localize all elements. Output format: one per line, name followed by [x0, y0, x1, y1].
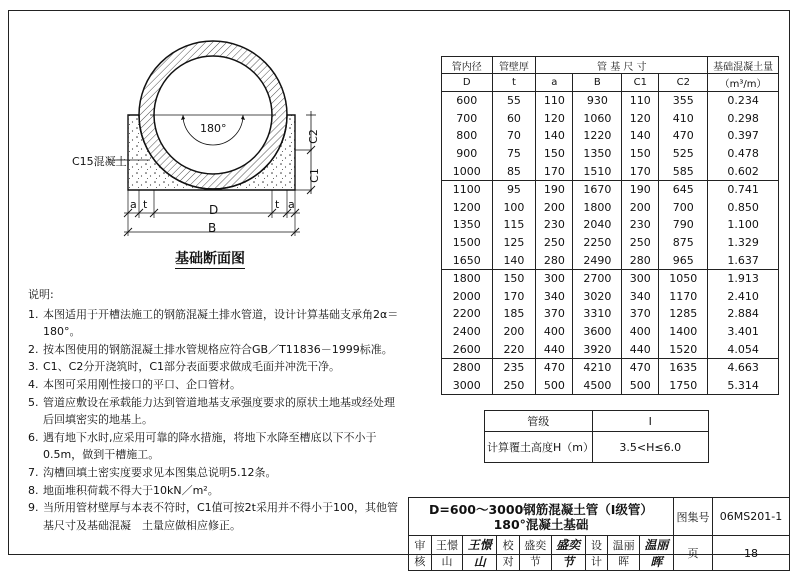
table-cell: 1400 [659, 323, 708, 341]
table-row [442, 305, 779, 323]
table-cell: 900 [442, 145, 493, 163]
table-cell: 75 [492, 145, 536, 163]
page-number: 18 [713, 536, 790, 571]
header-c1: C1 [622, 74, 659, 92]
table-cell: 230 [536, 216, 573, 234]
table-row [442, 340, 779, 358]
table-row [442, 323, 779, 341]
table-cell: 4.054 [708, 340, 779, 358]
note-item: 5. 管道应敷设在承载能力达到管道地基支承强度要求的原状土地基或经处理后回填密实的地基上。 [28, 395, 395, 427]
header-c2: C2 [659, 74, 708, 92]
pipe-foundation-spec-table [441, 56, 779, 395]
table-cell: 2.410 [708, 288, 779, 306]
table-cell: 0.850 [708, 199, 779, 217]
dim-b-label: B [208, 221, 217, 235]
table-cell: 2700 [573, 269, 622, 287]
table-cell: 0.741 [708, 180, 779, 198]
header-wall: 管壁厚 [492, 57, 536, 74]
atlas-number: 06MS201-1 [713, 498, 790, 536]
table-cell: 2250 [573, 234, 622, 252]
table-cell: 100 [492, 199, 536, 217]
reviewer-signature: 王憬山 [463, 536, 497, 571]
table-row [442, 269, 779, 287]
note-item: 7. 沟槽回填土密实度要求见本图集总说明5.12条。 [28, 465, 277, 479]
atlas-label: 图集号 [674, 498, 713, 536]
table-cell: 3.401 [708, 323, 779, 341]
table-cell: 4500 [573, 377, 622, 395]
title-block [408, 497, 790, 571]
table-cell: 400 [622, 323, 659, 341]
table-cell: 60 [492, 110, 536, 128]
notes-title: 说明: [28, 288, 54, 301]
table-cell: 1170 [659, 288, 708, 306]
table-cell: 3920 [573, 340, 622, 358]
cover-height-label: 计算覆土高度H（m） [485, 432, 593, 463]
cover-height-value: 3.5<H≤6.0 [592, 432, 708, 463]
page-label: 页 [674, 536, 713, 571]
table-cell: 0.478 [708, 145, 779, 163]
table-cell: 0.397 [708, 127, 779, 145]
table-row [442, 162, 779, 180]
table-row [442, 199, 779, 217]
table-cell: 1.100 [708, 216, 779, 234]
header-unit: （m³/m） [708, 74, 779, 92]
table-cell: 1100 [442, 180, 493, 198]
table-cell: 340 [622, 288, 659, 306]
table-cell: 1285 [659, 305, 708, 323]
designer-name: 温丽晖 [608, 536, 639, 571]
table-cell: 280 [622, 251, 659, 269]
table-cell: 170 [492, 288, 536, 306]
table-cell: 1520 [659, 340, 708, 358]
table-cell: 120 [536, 110, 573, 128]
grade-value: I [592, 411, 708, 432]
note-item: 2. 按本图使用的钢筋混凝土排水管规格应符合GB／T11836－1999标准。 [28, 342, 393, 356]
table-cell: 140 [536, 127, 573, 145]
table-row [442, 216, 779, 234]
table-cell: 150 [622, 145, 659, 163]
header-base-dims: 管 基 尺 寸 [536, 57, 708, 74]
table-cell: 0.298 [708, 110, 779, 128]
table-cell: 525 [659, 145, 708, 163]
grade-label: 管级 [485, 411, 593, 432]
table-cell: 55 [492, 92, 536, 110]
table-cell: 220 [492, 340, 536, 358]
dim-a-left-label: a [130, 198, 137, 211]
table-cell: 185 [492, 305, 536, 323]
header-d: D [442, 74, 493, 92]
table-cell: 585 [659, 162, 708, 180]
table-row [442, 180, 779, 198]
table-cell: 200 [622, 199, 659, 217]
table-cell: 1060 [573, 110, 622, 128]
table-cell: 600 [442, 92, 493, 110]
header-b: B [573, 74, 622, 92]
table-cell: 0.602 [708, 162, 779, 180]
table-cell: 115 [492, 216, 536, 234]
table-cell: 790 [659, 216, 708, 234]
table-cell: 250 [622, 234, 659, 252]
section-caption: 基础断面图 [175, 248, 245, 269]
table-cell: 3600 [573, 323, 622, 341]
designer-signature: 温丽晖 [639, 536, 673, 571]
notes [28, 286, 403, 534]
table-cell: 370 [536, 305, 573, 323]
table-cell: 200 [536, 199, 573, 217]
dim-t-right-label: t [275, 198, 280, 211]
table-cell: 700 [659, 199, 708, 217]
dim-d-label: D [209, 203, 219, 217]
table-cell: 200 [492, 323, 536, 341]
table-cell: 1800 [573, 199, 622, 217]
table-cell: 1050 [659, 269, 708, 287]
table-cell: 2000 [442, 288, 493, 306]
table-row [442, 358, 779, 376]
reviewer-name: 王憬山 [431, 536, 462, 571]
table-cell: 1220 [573, 127, 622, 145]
table-cell: 4210 [573, 358, 622, 376]
table-cell: 440 [536, 340, 573, 358]
table-cell: 4.663 [708, 358, 779, 376]
table-row [442, 288, 779, 306]
table-cell: 340 [536, 288, 573, 306]
table-cell: 140 [492, 251, 536, 269]
table-cell: 1000 [442, 162, 493, 180]
table-cell: 1.913 [708, 269, 779, 287]
table-cell: 1.637 [708, 251, 779, 269]
table-cell: 410 [659, 110, 708, 128]
checker-name: 盛奕节 [520, 536, 551, 571]
table-cell: 3310 [573, 305, 622, 323]
note-item: 1. 本图适用于开槽法施工的钢筋混凝土排水管道，设计计算基础支承角2α＝180°。 [28, 307, 399, 339]
table-cell: 0.234 [708, 92, 779, 110]
table-cell: 1350 [442, 216, 493, 234]
table-cell: 440 [622, 340, 659, 358]
dim-a-right-label: a [288, 198, 295, 211]
table-cell: 3000 [442, 377, 493, 395]
table-cell: 170 [622, 162, 659, 180]
table-cell: 1200 [442, 199, 493, 217]
dim-c2-label: C2 [306, 129, 320, 144]
table-cell: 2400 [442, 323, 493, 341]
table-cell: 1750 [659, 377, 708, 395]
table-cell: 1635 [659, 358, 708, 376]
table-cell: 235 [492, 358, 536, 376]
table-cell: 700 [442, 110, 493, 128]
table-cell: 300 [536, 269, 573, 287]
table-cell: 355 [659, 92, 708, 110]
table-cell: 2600 [442, 340, 493, 358]
table-cell: 1670 [573, 180, 622, 198]
c15-concrete-label: C15混凝土 [72, 155, 127, 168]
table-cell: 3020 [573, 288, 622, 306]
table-row [442, 92, 779, 110]
table-cell: 2.884 [708, 305, 779, 323]
table-cell: 500 [536, 377, 573, 395]
table-cell: 470 [659, 127, 708, 145]
table-cell: 230 [622, 216, 659, 234]
table-cell: 875 [659, 234, 708, 252]
table-row [442, 234, 779, 252]
table-cell: 2040 [573, 216, 622, 234]
note-item: 4. 本图可采用刚性接口的平口、企口管材。 [28, 377, 241, 391]
table-cell: 1.329 [708, 234, 779, 252]
table-cell: 70 [492, 127, 536, 145]
table-cell: 250 [536, 234, 573, 252]
table-cell: 1800 [442, 269, 493, 287]
table-cell: 470 [622, 358, 659, 376]
table-cell: 150 [536, 145, 573, 163]
table-cell: 140 [622, 127, 659, 145]
dim-c1-label: C1 [307, 168, 321, 183]
table-cell: 95 [492, 180, 536, 198]
table-cell: 370 [622, 305, 659, 323]
drawing-title: D=600～3000钢筋混凝土管（I级管） 180°混凝土基础 [409, 498, 674, 536]
table-row [442, 127, 779, 145]
note-item: 9. 当所用管材壁厚与本表不符时，C1值可按2t采用并不得小于100，其他管基尺寸及基础混凝 土量应做相应修正。 [28, 501, 398, 532]
table-cell: 120 [622, 110, 659, 128]
note-item: 6. 遇有地下水时,应采用可靠的降水措施，将地下水降至槽底以下不小于0.5m，做到干槽施工。 [28, 430, 377, 462]
table-cell: 190 [622, 180, 659, 198]
table-row [442, 145, 779, 163]
table-cell: 150 [492, 269, 536, 287]
header-volume: 基础混凝土量 [708, 57, 779, 74]
table-cell: 110 [536, 92, 573, 110]
table-cell: 2490 [573, 251, 622, 269]
header-t: t [492, 74, 536, 92]
review-label: 审核 [409, 536, 432, 571]
table-cell: 190 [536, 180, 573, 198]
table-cell: 400 [536, 323, 573, 341]
dim-t-left-label: t [143, 198, 148, 211]
pipe-grade-table [484, 410, 709, 463]
table-cell: 965 [659, 251, 708, 269]
pipe-foundation-section [0, 0, 430, 280]
table-cell: 2800 [442, 358, 493, 376]
table-cell: 110 [622, 92, 659, 110]
checker-signature: 盛奕节 [551, 536, 585, 571]
header-a: a [536, 74, 573, 92]
table-cell: 1500 [442, 234, 493, 252]
table-row [442, 110, 779, 128]
table-cell: 125 [492, 234, 536, 252]
table-cell: 300 [622, 269, 659, 287]
check-label: 校对 [497, 536, 520, 571]
note-item: 8. 地面堆积荷载不得大于10kN／m²。 [28, 483, 219, 497]
table-cell: 930 [573, 92, 622, 110]
design-label: 设计 [585, 536, 608, 571]
table-cell: 5.314 [708, 377, 779, 395]
table-row [442, 251, 779, 269]
table-cell: 85 [492, 162, 536, 180]
table-cell: 170 [536, 162, 573, 180]
table-cell: 645 [659, 180, 708, 198]
table-cell: 800 [442, 127, 493, 145]
table-cell: 500 [622, 377, 659, 395]
table-cell: 1650 [442, 251, 493, 269]
table-cell: 1350 [573, 145, 622, 163]
table-cell: 1510 [573, 162, 622, 180]
angle-label: 180° [200, 122, 227, 135]
header-diameter: 管内径 [442, 57, 493, 74]
table-cell: 280 [536, 251, 573, 269]
table-cell: 2200 [442, 305, 493, 323]
table-cell: 470 [536, 358, 573, 376]
note-item: 3. C1、C2分开浇筑时，C1部分表面要求做成毛面并冲洗干净。 [28, 360, 341, 374]
table-row [442, 377, 779, 395]
table-cell: 250 [492, 377, 536, 395]
